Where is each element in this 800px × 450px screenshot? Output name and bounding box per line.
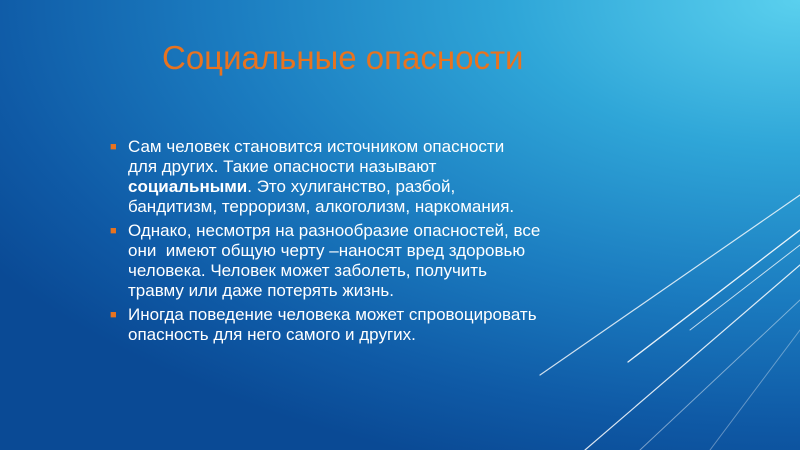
bullet-3-line-1: Иногда поведение человека может спровоцировать [128, 305, 537, 324]
bullet-marker-icon: ■ [110, 309, 117, 321]
bullet-1-line-3: . Это хулиганство, разбой, [247, 177, 456, 196]
bullet-2-line-2: они имеют общую черту –наносят вред здоровью [128, 241, 526, 260]
bullet-2-line-4: травму или даже потерять жизнь. [128, 281, 394, 300]
bullet-marker-icon: ■ [110, 225, 117, 237]
bullet-1-line-4: бандитизм, терроризм, алкоголизм, наркомания. [128, 197, 515, 216]
bullet-item [110, 137, 650, 217]
bullet-marker-icon: ■ [110, 141, 117, 153]
bullet-2-line-1: Однако, несмотря на разнообразие опасностей, все [128, 221, 541, 240]
bullet-1-line-2: для других. Такие опасности называют [128, 157, 437, 176]
deco-line [690, 245, 800, 330]
bullet-list [110, 137, 650, 349]
bullet-item [110, 221, 650, 301]
deco-line [640, 300, 800, 450]
bullet-2-line-3: человека. Человек может заболеть, получить [128, 261, 487, 280]
slide-title: Социальные опасности [162, 39, 524, 76]
deco-line [710, 330, 800, 450]
bullet-1-bold-term: социальными [128, 177, 248, 196]
bullet-3-line-2: опасность для него самого и других. [128, 325, 416, 344]
bullet-1-line-1: Сам человек становится источником опасности [128, 137, 505, 156]
bullet-item [110, 305, 650, 345]
